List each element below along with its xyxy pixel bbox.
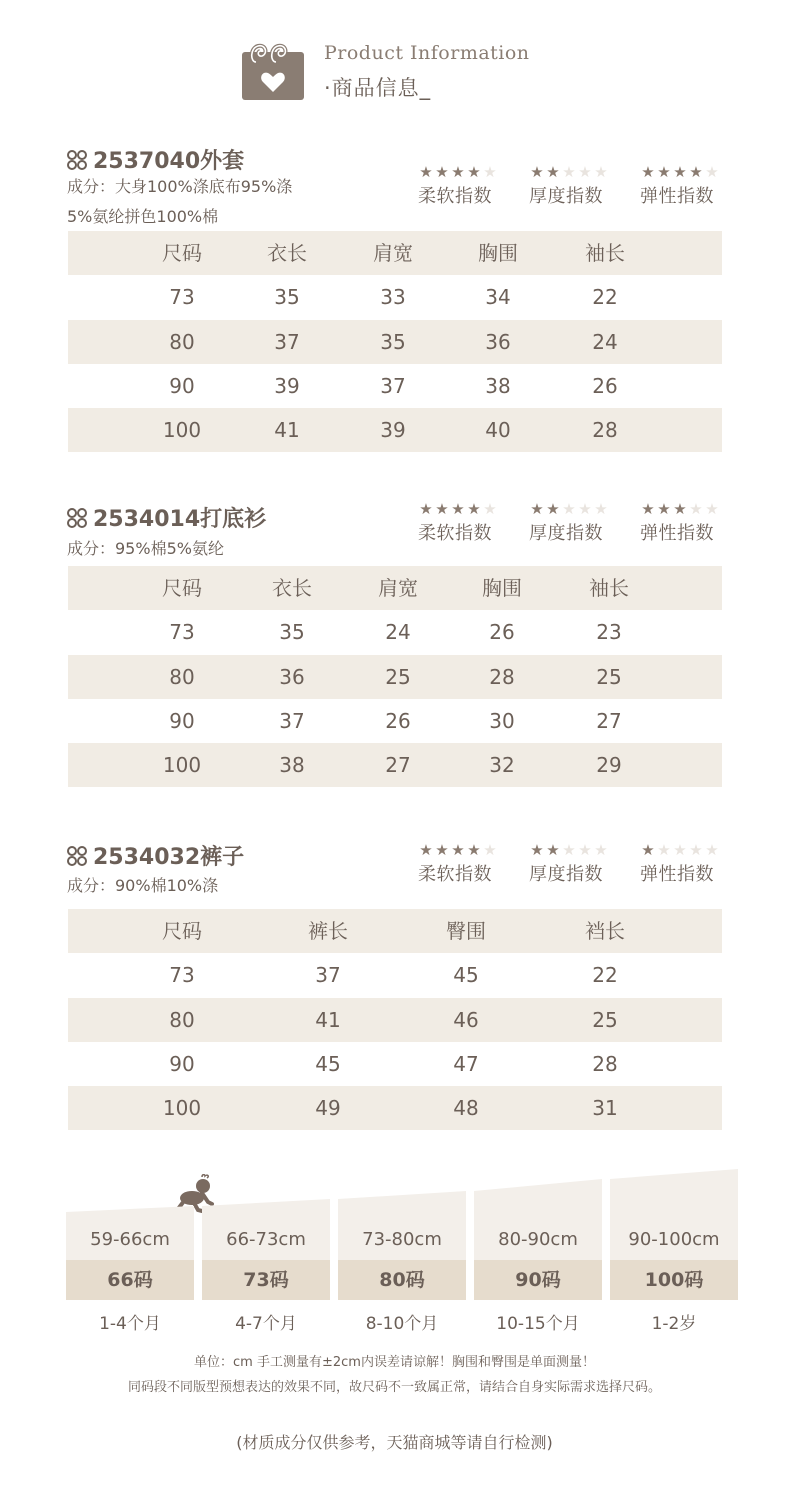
star-filled-icon: ★	[530, 500, 544, 518]
rating-stars	[418, 164, 529, 180]
growth-size: 73码	[202, 1260, 330, 1300]
star-filled-icon: ★	[467, 163, 481, 181]
star-empty-icon: ★	[562, 500, 576, 518]
rating-stars	[529, 842, 640, 858]
star-empty-icon: ★	[594, 500, 608, 518]
grid-icon	[66, 845, 88, 867]
table-cell: 32	[489, 753, 515, 777]
star-filled-icon: ★	[546, 163, 560, 181]
product-ratings	[418, 501, 751, 545]
growth-height-range: 80-90cm	[498, 1229, 578, 1250]
table-cell: 48	[453, 1096, 479, 1120]
table-cell: 29	[596, 753, 622, 777]
rating-stars	[418, 501, 529, 517]
table-row	[68, 1042, 722, 1086]
table-cell: 25	[592, 1008, 618, 1032]
shopping-bag-heart-icon	[242, 40, 304, 100]
table-cell: 22	[592, 285, 618, 309]
rating-item	[529, 842, 640, 886]
star-filled-icon: ★	[451, 500, 465, 518]
star-empty-icon: ★	[594, 163, 608, 181]
star-empty-icon: ★	[689, 500, 703, 518]
table-cell: 36	[485, 330, 511, 354]
star-empty-icon: ★	[705, 163, 719, 181]
table-cell: 80	[169, 1008, 195, 1032]
star-filled-icon: ★	[451, 841, 465, 859]
rating-label: 柔软指数	[418, 523, 492, 544]
table-cell: 73	[169, 620, 195, 644]
rating-stars	[529, 164, 640, 180]
star-empty-icon: ★	[705, 841, 719, 859]
table-row	[68, 275, 722, 319]
star-empty-icon: ★	[578, 163, 592, 181]
product-composition: 成分：90%棉10%涤	[67, 876, 219, 895]
star-empty-icon: ★	[705, 500, 719, 518]
note-fit: 同码段不同版型预想表达的效果不同，故尺码不一致属正常，请结合自身实际需求选择尺码。	[127, 1380, 661, 1395]
star-filled-icon: ★	[673, 500, 687, 518]
table-row	[68, 320, 722, 364]
growth-size: 100码	[610, 1260, 738, 1300]
table-header-cell: 袖长	[589, 576, 629, 600]
table-cell: 25	[596, 665, 622, 689]
table-header-row	[68, 566, 722, 610]
table-cell: 80	[169, 665, 195, 689]
rating-item	[529, 164, 640, 208]
table-cell: 37	[315, 963, 341, 987]
grid-icon	[66, 149, 88, 171]
star-filled-icon: ★	[673, 163, 687, 181]
table-cell: 31	[592, 1096, 618, 1120]
table-row	[68, 655, 722, 699]
product-title	[66, 144, 244, 175]
table-header-cell: 臀围	[446, 919, 486, 943]
table-cell: 100	[162, 753, 202, 777]
growth-age: 1-4个月	[99, 1314, 161, 1334]
growth-size: 80码	[338, 1260, 466, 1300]
product-ratings	[418, 164, 751, 208]
growth-height-range: 73-80cm	[362, 1229, 442, 1250]
rating-stars	[640, 842, 751, 858]
table-cell: 46	[453, 1008, 479, 1032]
product-name: 2534014打底衫	[93, 507, 267, 532]
table-cell: 38	[485, 374, 511, 398]
header-title-cn: ·商品信息_	[324, 76, 432, 100]
star-filled-icon: ★	[467, 841, 481, 859]
table-row	[68, 743, 722, 787]
star-empty-icon: ★	[657, 841, 671, 859]
star-filled-icon: ★	[530, 163, 544, 181]
table-header-cell: 胸围	[482, 576, 522, 600]
table-row	[68, 610, 722, 654]
table-cell: 49	[315, 1096, 341, 1120]
table-cell: 41	[315, 1008, 341, 1032]
table-cell: 22	[592, 963, 618, 987]
growth-height-range: 66-73cm	[226, 1229, 306, 1250]
product-composition: 成分：95%棉5%氨纶	[67, 539, 224, 558]
rating-item	[418, 501, 529, 545]
product-name: 2537040外套	[93, 149, 245, 174]
table-cell: 28	[592, 1052, 618, 1076]
product-title	[66, 840, 244, 871]
table-cell: 100	[162, 418, 202, 442]
table-header-cell: 袖长	[585, 241, 625, 265]
table-cell: 30	[489, 709, 515, 733]
table-cell: 35	[274, 285, 300, 309]
table-cell: 35	[279, 620, 305, 644]
table-header-cell: 肩宽	[378, 576, 418, 600]
star-empty-icon: ★	[689, 841, 703, 859]
star-filled-icon: ★	[435, 841, 449, 859]
star-empty-icon: ★	[578, 841, 592, 859]
table-cell: 90	[169, 709, 195, 733]
star-empty-icon: ★	[578, 500, 592, 518]
rating-label: 柔软指数	[418, 864, 492, 885]
growth-height-range: 90-100cm	[628, 1229, 720, 1250]
rating-stars	[640, 164, 751, 180]
rating-label: 弹性指数	[640, 864, 714, 885]
table-cell: 39	[274, 374, 300, 398]
star-filled-icon: ★	[530, 841, 544, 859]
growth-age: 10-15个月	[496, 1314, 580, 1334]
rating-item	[529, 501, 640, 545]
star-filled-icon: ★	[419, 163, 433, 181]
table-row	[68, 1086, 722, 1130]
table-header-cell: 裆长	[585, 919, 625, 943]
table-row	[68, 699, 722, 743]
grid-icon	[66, 507, 88, 529]
table-cell: 90	[169, 1052, 195, 1076]
table-cell: 23	[596, 620, 622, 644]
table-header-cell: 胸围	[478, 241, 518, 265]
star-filled-icon: ★	[657, 500, 671, 518]
table-cell: 28	[592, 418, 618, 442]
star-empty-icon: ★	[562, 841, 576, 859]
rating-item	[418, 842, 529, 886]
star-empty-icon: ★	[562, 163, 576, 181]
table-cell: 38	[279, 753, 305, 777]
star-filled-icon: ★	[435, 500, 449, 518]
table-header-cell: 尺码	[162, 241, 202, 265]
product-ratings	[418, 842, 751, 886]
table-header-cell: 衣长	[272, 576, 312, 600]
table-cell: 26	[489, 620, 515, 644]
star-filled-icon: ★	[641, 500, 655, 518]
table-cell: 37	[279, 709, 305, 733]
table-cell: 34	[485, 285, 511, 309]
star-filled-icon: ★	[467, 500, 481, 518]
product-composition: 成分：大身100%涤底布95%涤	[67, 177, 293, 196]
table-cell: 25	[385, 665, 411, 689]
table-cell: 41	[274, 418, 300, 442]
table-cell: 27	[385, 753, 411, 777]
rating-item	[640, 842, 751, 886]
table-cell: 37	[274, 330, 300, 354]
star-empty-icon: ★	[594, 841, 608, 859]
table-cell: 47	[453, 1052, 479, 1076]
table-cell: 24	[592, 330, 618, 354]
rating-label: 弹性指数	[640, 523, 714, 544]
table-header-row	[68, 231, 722, 275]
table-cell: 35	[380, 330, 406, 354]
table-cell: 45	[315, 1052, 341, 1076]
product-name: 2534032裤子	[93, 845, 245, 870]
table-header-cell: 衣长	[267, 241, 307, 265]
product-title	[66, 502, 266, 533]
star-filled-icon: ★	[641, 841, 655, 859]
table-header-cell: 肩宽	[373, 241, 413, 265]
product-composition: 5%氨纶拼色100%棉	[67, 207, 219, 226]
rating-stars	[529, 501, 640, 517]
table-cell: 26	[592, 374, 618, 398]
table-cell: 80	[169, 330, 195, 354]
star-filled-icon: ★	[419, 500, 433, 518]
table-cell: 45	[453, 963, 479, 987]
table-cell: 28	[489, 665, 515, 689]
growth-size: 66码	[66, 1260, 194, 1300]
table-cell: 36	[279, 665, 305, 689]
rating-item	[640, 164, 751, 208]
table-cell: 39	[380, 418, 406, 442]
star-filled-icon: ★	[419, 841, 433, 859]
footer-disclaimer: (材质成分仅供参考，天猫商城等请自行检测)	[236, 1433, 553, 1452]
star-empty-icon: ★	[483, 841, 497, 859]
star-filled-icon: ★	[546, 500, 560, 518]
growth-size: 90码	[474, 1260, 602, 1300]
rating-label: 厚度指数	[529, 864, 603, 885]
star-empty-icon: ★	[483, 500, 497, 518]
star-filled-icon: ★	[546, 841, 560, 859]
rating-label: 厚度指数	[529, 186, 603, 207]
rating-item	[640, 501, 751, 545]
table-cell: 27	[596, 709, 622, 733]
note-unit: 单位：cm 手工测量有±2cm内误差请谅解！胸围和臀围是单面测量！	[194, 1355, 595, 1370]
header-title-en: Product Information	[324, 42, 530, 64]
rating-label: 弹性指数	[640, 186, 714, 207]
growth-age: 4-7个月	[235, 1314, 297, 1334]
table-cell: 73	[169, 285, 195, 309]
rating-item	[418, 164, 529, 208]
rating-stars	[418, 842, 529, 858]
star-filled-icon: ★	[657, 163, 671, 181]
table-cell: 90	[169, 374, 195, 398]
star-filled-icon: ★	[689, 163, 703, 181]
table-header-cell: 尺码	[162, 919, 202, 943]
table-cell: 40	[485, 418, 511, 442]
star-empty-icon: ★	[673, 841, 687, 859]
star-filled-icon: ★	[641, 163, 655, 181]
table-header-cell: 尺码	[162, 576, 202, 600]
rating-label: 厚度指数	[529, 523, 603, 544]
table-cell: 26	[385, 709, 411, 733]
growth-height-range: 59-66cm	[90, 1229, 170, 1250]
table-cell: 33	[380, 285, 406, 309]
table-cell: 100	[162, 1096, 202, 1120]
star-empty-icon: ★	[483, 163, 497, 181]
table-row	[68, 998, 722, 1042]
table-cell: 73	[169, 963, 195, 987]
star-filled-icon: ★	[451, 163, 465, 181]
growth-age: 8-10个月	[365, 1314, 439, 1334]
table-header-row	[68, 909, 722, 953]
table-cell: 24	[385, 620, 411, 644]
rating-stars	[640, 501, 751, 517]
table-header-cell: 裤长	[308, 919, 348, 943]
table-row	[68, 953, 722, 997]
table-cell: 37	[380, 374, 406, 398]
table-row	[68, 364, 722, 408]
rating-label: 柔软指数	[418, 186, 492, 207]
growth-age: 1-2岁	[651, 1314, 697, 1334]
table-row	[68, 408, 722, 452]
star-filled-icon: ★	[435, 163, 449, 181]
